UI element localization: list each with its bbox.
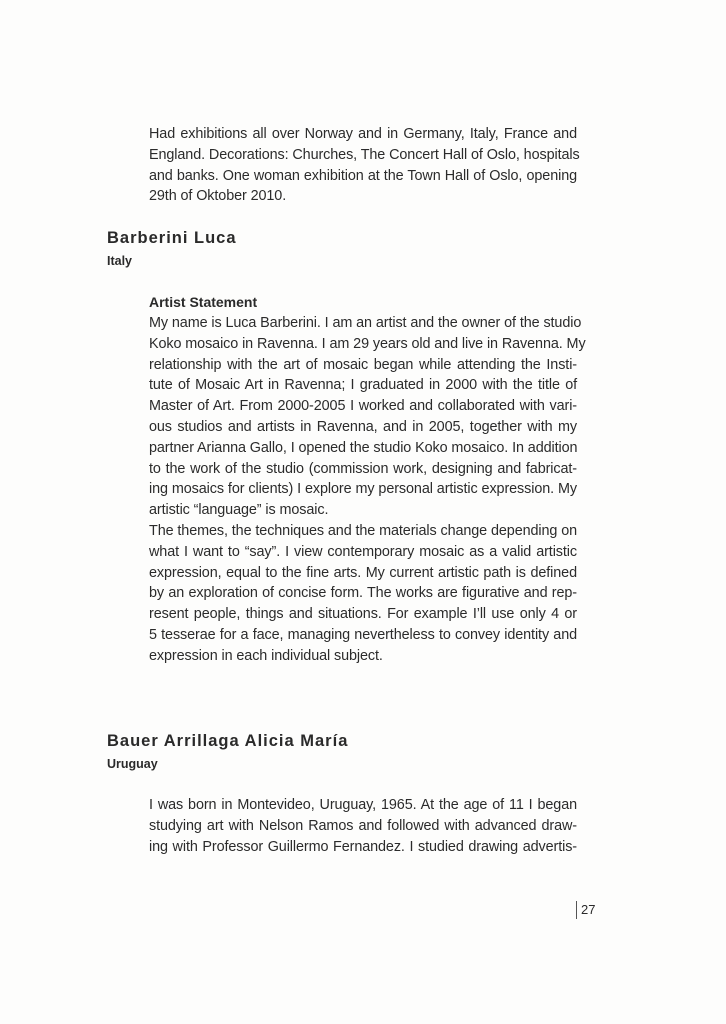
text-line: tute of Mosaic Art in Ravenna; I graduated in 2000 with the title of: [149, 377, 577, 394]
artist-statement-heading: Artist Statement: [149, 294, 258, 310]
artist-name: Barberini Luca: [107, 229, 237, 247]
text-line: The themes, the techniques and the materials change depending on: [149, 522, 578, 539]
text-line: studying art with Nelson Ramos and followed with advanced draw-: [149, 817, 577, 834]
text-line: what I want to “say”. I view contemporary mosaic as a valid artistic: [149, 543, 577, 560]
artist-bio-body: [149, 795, 577, 857]
intro-paragraph: [149, 124, 580, 207]
artist-statement-body: [149, 313, 586, 667]
text-line: 29th of Oktober 2010.: [149, 188, 287, 205]
text-line: expression in each individual subject.: [149, 647, 383, 664]
artist-country: Italy: [107, 254, 133, 268]
text-line: by an exploration of concise form. The works are figurative and rep-: [149, 585, 577, 602]
artist-country: Uruguay: [107, 757, 158, 771]
text-line: to the work of the studio (commission work, designing and fabricat-: [149, 460, 577, 477]
text-line: partner Arianna Gallo, I opened the studio Koko mosaico. In addition: [149, 439, 578, 456]
text-line: ing with Professor Guillermo Fernandez. I studied drawing advertis-: [149, 838, 577, 855]
text-line: expression, equal to the fine arts. My current artistic path is defined: [149, 564, 577, 581]
text-line: Had exhibitions all over Norway and in Germany, Italy, France and: [149, 126, 577, 142]
text-line: Master of Art. From 2000-2005 I worked and collaborated with vari-: [149, 398, 577, 415]
text-line: ing mosaics for clients) I explore my personal artistic expression. My: [149, 481, 577, 498]
text-line: resent people, things and situations. For example I’ll use only 4 or: [149, 606, 577, 623]
text-line: Koko mosaico in Ravenna. I am 29 years old and live in Ravenna. My: [149, 335, 586, 352]
text-line: England. Decorations: Churches, The Concert Hall of Oslo, hospitals: [149, 146, 580, 163]
text-line: 5 tesserae for a face, managing nevertheless to convey identity and: [149, 626, 577, 643]
text-line: I was born in Montevideo, Uruguay, 1965. At the age of 11 I began: [149, 797, 577, 813]
text-line: relationship with the art of mosaic began while attending the Insti-: [149, 356, 577, 373]
text-line: ous studios and artists in Ravenna, and in 2005, together with my: [149, 418, 577, 435]
text-line: artistic “language” is mosaic.: [149, 502, 329, 519]
page-number: 27: [576, 901, 595, 919]
artist-name: Bauer Arrillaga Alicia María: [107, 732, 349, 750]
text-line: My name is Luca Barberini. I am an artist and the owner of the studio: [149, 315, 582, 331]
text-line: and banks. One woman exhibition at the Town Hall of Oslo, opening: [149, 167, 577, 184]
